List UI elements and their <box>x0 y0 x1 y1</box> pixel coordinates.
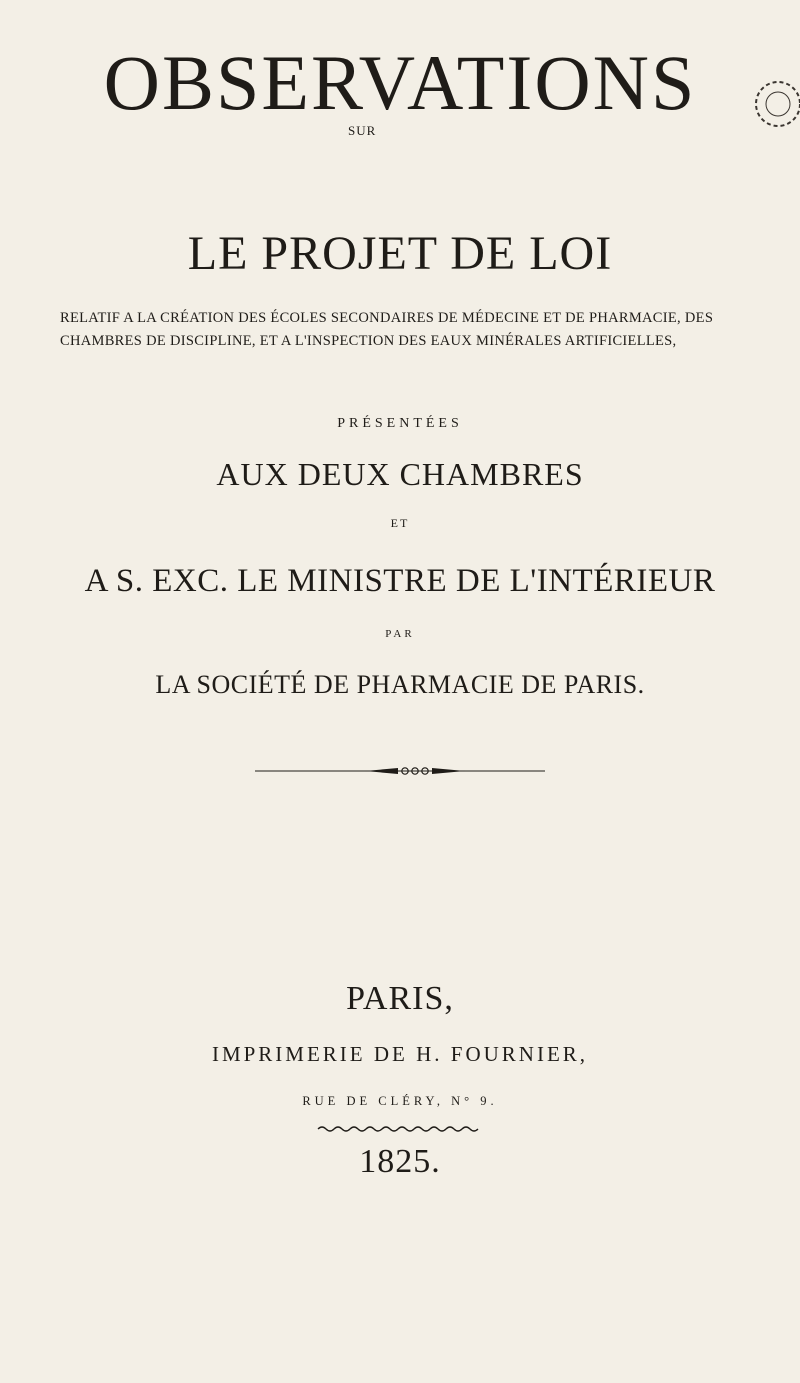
aux-chambres-heading: AUX DEUX CHAMBRES <box>216 456 584 492</box>
societe-heading: LA SOCIÉTÉ DE PHARMACIE DE PARIS. <box>155 670 645 699</box>
rue-line: RUE DE CLÉRY, N° 9. <box>302 1094 498 1108</box>
presentees-label: PRÉSENTÉES <box>337 416 463 431</box>
imprimerie-line: IMPRIMERIE DE H. FOURNIER, <box>211 1042 589 1066</box>
ornamental-rule-icon <box>0 764 800 778</box>
projet-heading: LE PROJET DE LOI <box>187 227 613 280</box>
ministre-heading: A S. EXC. LE MINISTRE DE L'INTÉRIEUR <box>84 563 716 599</box>
city-line: PARIS, <box>346 980 454 1017</box>
wave-rule-icon <box>0 1124 800 1134</box>
relatif-paragraph: RELATIF A LA CRÉATION DES ÉCOLES SECONDAIRES DE MÉDECINE ET DE PHARMACIE, DES CHAMBRES DE DISCIPLINE, ET A L'INSPECTION DES EAUX MINÉRALES ARTIFICIELLES, <box>60 310 714 349</box>
year-line: 1825. <box>359 1143 441 1180</box>
main-title: OBSERVATIONS <box>103 39 697 126</box>
library-stamp-icon <box>748 78 800 130</box>
par-label: PAR <box>385 628 415 640</box>
sur-label: SUR <box>348 123 377 138</box>
et-label: ET <box>390 516 410 530</box>
